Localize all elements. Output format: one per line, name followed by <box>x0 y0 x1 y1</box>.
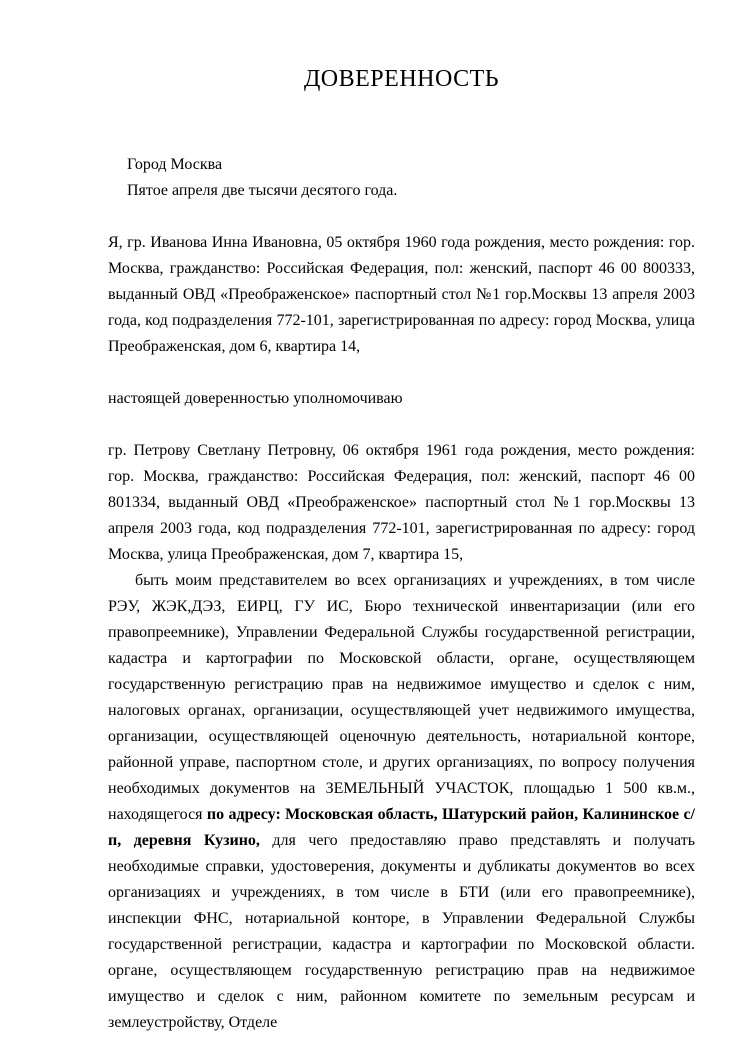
place-line: Город Москва <box>127 156 223 173</box>
powers-text-after-bold: для чего предоставляю право представлять и получать необходимые справки, удостоверения, документы и дубликаты документов во всех организациях и учреждениях, в том числе в БТИ (или его правопреемнике), инспекции ФНС, нотариальной конторе, в Управлении Федеральной Службы государственной регистрации, кадастра и картографии по Московской области. органе, осуществляющем государственную регистрацию прав на недвижимое имущество и сделок с ним, районном комитете по земельным ресурсам и землеустройству, Отделе <box>108 832 696 1031</box>
attorney-paragraph: гр. Петрову Светлану Петровну, 06 октября 1961 года рождения, место рождения: гор. Москва, гражданство: Российская Федерация, пол: женский, паспорт 46 00 801334, выданный ОВД «Преображенское» паспортный стол №1 гор.Москвы 13 апреля 2003 года, код подразделения 772-101, зарегистрированная по адресу: город Москва, улица Преображенская, дом 7, квартира 15, <box>108 442 695 563</box>
powers-text-before-bold: быть моим представителем во всех организациях и учреждениях, в том числе РЭУ, ЖЭК,ДЭЗ, ЕИРЦ, ГУ ИС, Бюро технической инвентаризации (или его правопреемнике), Управлении Федеральной Службы государственной регистрации, кадастра и картографии по Московской области, органе, осуществляющем государственную регистрацию прав на недвижимое имущество и сделок с ним, налоговых органах, организации, осуществляющей учет недвижимого имущества, организации, осуществляющей оценочную деятельность, нотариальной конторе, районной управе, паспортном столе, и других организациях, по вопросу получения необходимых документов на ЗЕМЕЛЬНЫЙ УЧАСТОК, площадью 1 500 кв.м., находящегося <box>108 572 695 823</box>
powers-land-address-bold: по адресу: Московская область, Шатурский район, Калининское с/п, деревня Кузино, <box>108 806 696 849</box>
principal-paragraph: Я, гр. Иванова Инна Ивановна, 05 октября 1960 года рождения, место рождения: гор. Москва, гражданство: Российская Федерация, пол: женский, паспорт 46 00 800333, выданный ОВД «Преображенское» паспортный стол №1 гор.Москвы 13 апреля 2003 года, код подразделения 772-101, зарегистрированная по адресу: город Москва, улица Преображенская, дом 6, квартира 14, <box>108 234 695 355</box>
date-line: Пятое апреля две тысячи десятого года. <box>127 182 398 199</box>
document-title: ДОВЕРЕННОСТЬ <box>303 66 500 92</box>
powers-paragraph <box>108 568 695 1036</box>
authorization-line: настоящей доверенностью уполномочиваю <box>108 390 403 407</box>
